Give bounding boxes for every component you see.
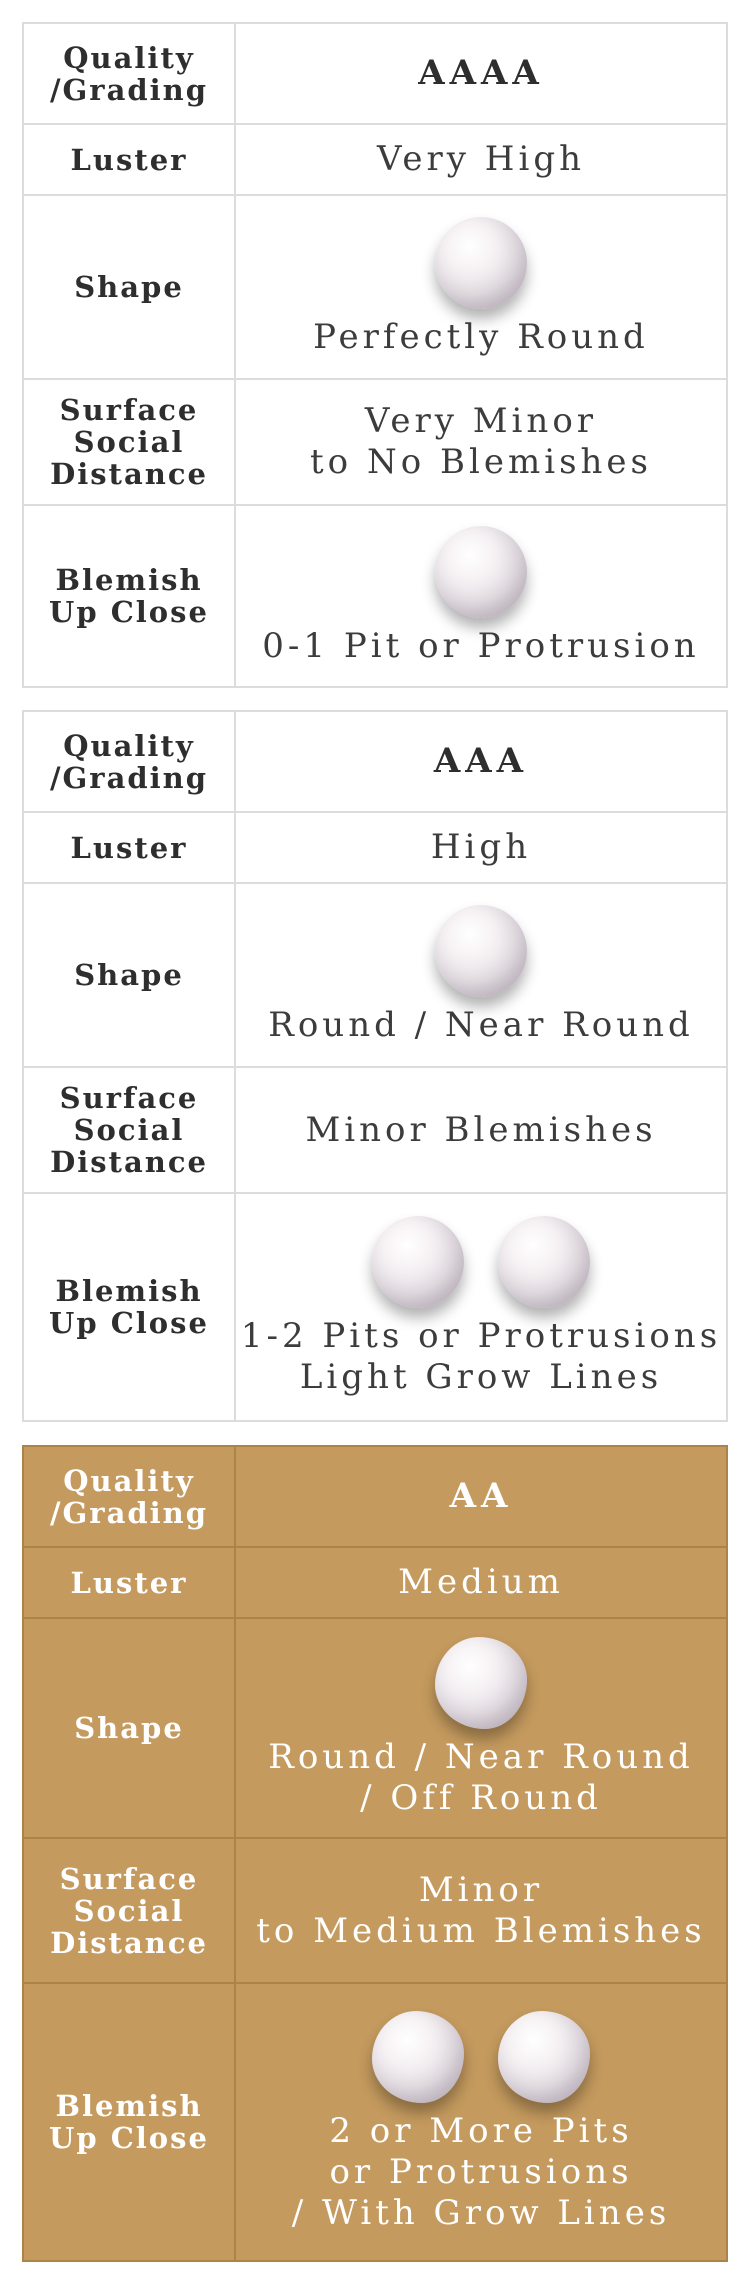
- shape-value: Round / Near Round: [268, 1004, 694, 1045]
- surface-social-distance-label: Surface Social Distance: [23, 1838, 235, 1983]
- luster-value: Very High: [235, 124, 727, 195]
- luster-value: Medium: [235, 1547, 727, 1618]
- pearl-icon: [372, 1216, 464, 1308]
- pearl-images: [236, 526, 726, 618]
- grading-table-aa: [22, 1445, 728, 2262]
- pearl-icon: [435, 217, 527, 309]
- quality-grading-label: Quality /Grading: [23, 1446, 235, 1547]
- pearl-images: [236, 1637, 726, 1729]
- shape-label: Shape: [23, 883, 235, 1067]
- luster-label: Luster: [23, 1547, 235, 1618]
- pearl-images: [236, 2011, 726, 2103]
- pearl-images: [236, 1216, 726, 1308]
- surface-social-distance-label: Surface Social Distance: [23, 379, 235, 505]
- luster-label: Luster: [23, 124, 235, 195]
- shape-cell: [235, 883, 727, 1067]
- pearl-icon: [498, 2011, 590, 2103]
- shape-cell: [235, 195, 727, 379]
- blemish-value: 1-2 Pits or Protrusions: [240, 1316, 722, 1356]
- pearl-images: [236, 905, 726, 997]
- blemish-up-close-label: Blemish Up Close: [23, 505, 235, 687]
- blemish-up-close-label: Blemish Up Close: [23, 1983, 235, 2261]
- blemish-cell: [235, 1193, 727, 1421]
- surface-value: Minor Blemishes: [235, 1067, 727, 1193]
- pearl-icon: [372, 2011, 464, 2103]
- pearl-icon: [498, 1216, 590, 1308]
- surface-value: Very Minor to No Blemishes: [235, 379, 727, 505]
- blemish-value: Light Grow Lines: [299, 1357, 663, 1397]
- shape-label: Shape: [23, 1618, 235, 1838]
- shape-cell: [235, 1618, 727, 1838]
- blemish-up-close-label: Blemish Up Close: [23, 1193, 235, 1421]
- shape-value: Perfectly Round: [313, 316, 649, 357]
- blemish-value: 2 or More Pits: [329, 2110, 633, 2151]
- pearl-icon: [435, 526, 527, 618]
- grade-value: AAAA: [235, 23, 727, 124]
- shape-value: / Off Round: [360, 1778, 602, 1818]
- blemish-value: / With Grow Lines: [291, 2192, 671, 2233]
- pearl-icon: [435, 1637, 527, 1729]
- blemish-value: 0-1 Pit or Protrusion: [262, 625, 700, 666]
- pearl-icon: [435, 905, 527, 997]
- quality-grading-label: Quality /Grading: [23, 711, 235, 812]
- grading-table-aaaa: [22, 22, 728, 688]
- surface-social-distance-label: Surface Social Distance: [23, 1067, 235, 1193]
- grading-table-aaa: [22, 710, 728, 1422]
- blemish-cell: [235, 1983, 727, 2261]
- pearl-images: [236, 217, 726, 309]
- grade-value: AAA: [235, 711, 727, 812]
- luster-label: Luster: [23, 812, 235, 883]
- surface-value: Minor to Medium Blemishes: [235, 1838, 727, 1983]
- shape-value: Round / Near Round: [268, 1737, 694, 1777]
- luster-value: High: [235, 812, 727, 883]
- shape-label: Shape: [23, 195, 235, 379]
- blemish-cell: [235, 505, 727, 687]
- grade-value: AA: [235, 1446, 727, 1547]
- blemish-value: or Protrusions: [329, 2151, 633, 2192]
- quality-grading-label: Quality /Grading: [23, 23, 235, 124]
